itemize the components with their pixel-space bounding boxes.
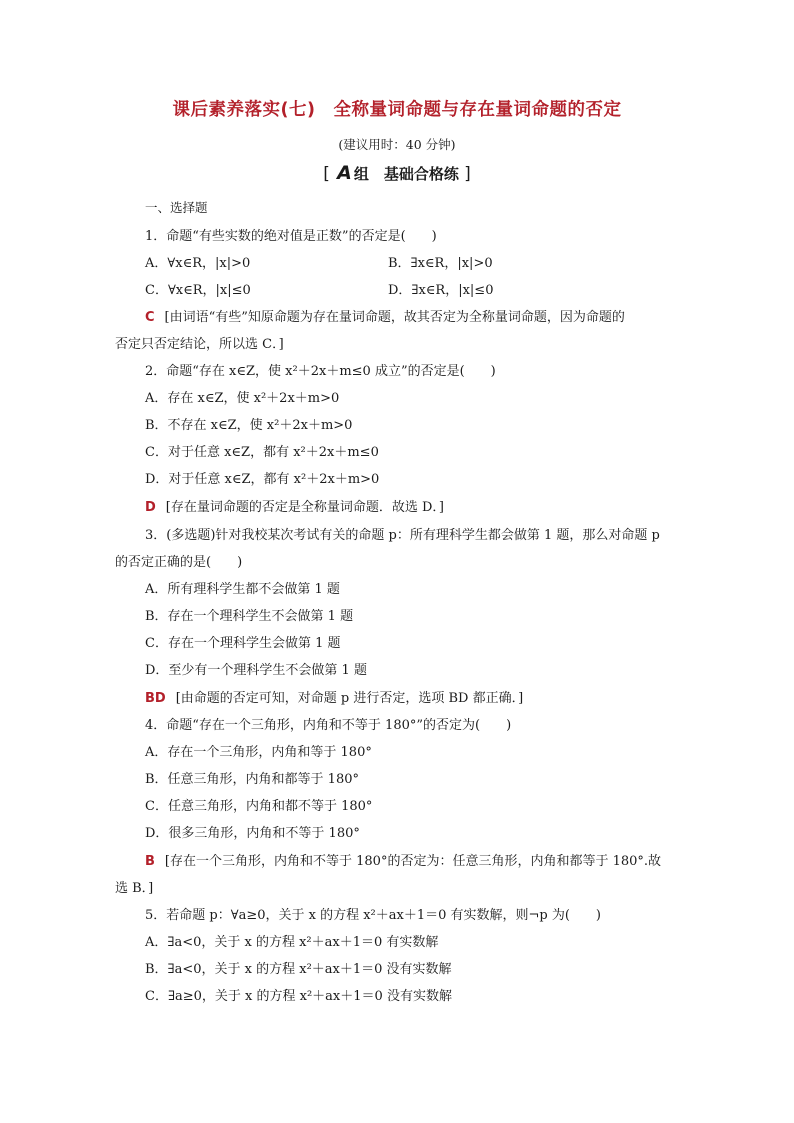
- q2-stem: 2．命题“存在 x∈Z，使 x²＋2x＋m≤0 成立”的否定是( ): [145, 364, 496, 379]
- q1-explanation-cont: 否定只否定结论，所以选 C．]: [115, 337, 284, 352]
- q4-explanation: [存在一个三角形，内角和不等于 180°的否定为：任意三角形，内角和都等于 180°.故: [164, 854, 662, 869]
- q3-stem-cont: 的否定正确的是( ): [115, 555, 243, 570]
- q4-solution: [145, 850, 661, 869]
- q1-answer: C: [145, 310, 155, 325]
- q3-stem: 3．(多选题)针对我校某次考试有关的命题 p：所有理科学生都会做第 1 题，那么对命题 p: [145, 528, 660, 543]
- section-heading: 一、选择题: [145, 200, 208, 215]
- q2-option-c: C．对于任意 x∈Z，都有 x²＋2x＋m≤0: [145, 445, 379, 460]
- q2-option-a: A．存在 x∈Z，使 x²＋2x＋m>0: [145, 391, 340, 406]
- page-title: 课后素养落实(七) 全称量词命题与存在量词命题的否定: [172, 100, 622, 120]
- q5-option-c: C．∃a≥0，关于 x 的方程 x²＋ax＋1＝0 没有实数解: [145, 989, 452, 1004]
- q1-option-c: C．∀x∈R，|x|≤0: [145, 283, 251, 298]
- q1-explanation: [由词语“有些”知原命题为存在量词命题，故其否定为全称量词命题，因为命题的: [164, 310, 625, 325]
- q2-option-d: D．对于任意 x∈Z，都有 x²＋2x＋m>0: [145, 472, 380, 487]
- q2-solution: [145, 496, 444, 515]
- q4-option-c: C．任意三角形，内角和都不等于 180°: [145, 799, 373, 814]
- q5-option-a: A．∃a<0，关于 x 的方程 x²＋ax＋1＝0 有实数解: [145, 935, 439, 950]
- group-heading: [0, 162, 794, 184]
- q4-answer: B: [145, 854, 155, 869]
- group-bracket-close: ]: [464, 164, 471, 184]
- q3-answer: BD: [145, 691, 166, 706]
- q3-option-a: A．所有理科学生都不会做第 1 题: [145, 582, 340, 597]
- q1-option-a: A．∀x∈R，|x|>0: [145, 256, 251, 271]
- q1-solution: [145, 306, 625, 325]
- q4-stem: 4．命题“存在一个三角形，内角和不等于 180°”的否定为( ): [145, 718, 512, 733]
- q5-option-b: B．∃a<0，关于 x 的方程 x²＋ax＋1＝0 没有实数解: [145, 962, 452, 977]
- q1-option-b: B．∃x∈R，|x|>0: [388, 256, 493, 271]
- q2-answer: D: [145, 500, 156, 515]
- q2-explanation: [存在量词命题的否定是全称量词命题．故选 D．]: [165, 500, 444, 515]
- q5-stem: 5．若命题 p：∀a≥0，关于 x 的方程 x²＋ax＋1＝0 有实数解，则¬p 为( ): [145, 908, 602, 923]
- group-letter: A: [337, 162, 352, 184]
- q3-explanation: [由命题的否定可知，对命题 p 进行否定，选项 BD 都正确．]: [175, 691, 524, 706]
- q1-stem: 1．命题“有些实数的绝对值是正数”的否定是( ): [145, 229, 437, 244]
- q4-option-b: B．任意三角形，内角和都等于 180°: [145, 772, 359, 787]
- group-label: 组 基础合格练: [353, 165, 459, 183]
- q3-option-d: D．至少有一个理科学生不会做第 1 题: [145, 663, 367, 678]
- group-bracket-open: [: [323, 164, 330, 184]
- time-hint: (建议用时：40 分钟): [338, 137, 456, 152]
- q4-option-d: D．很多三角形，内角和不等于 180°: [145, 826, 360, 841]
- q3-option-b: B．存在一个理科学生不会做第 1 题: [145, 609, 354, 624]
- q4-explanation-cont: 选 B．]: [115, 881, 154, 896]
- q3-option-c: C．存在一个理科学生会做第 1 题: [145, 636, 341, 651]
- q2-option-b: B．不存在 x∈Z，使 x²＋2x＋m>0: [145, 418, 353, 433]
- q4-option-a: A．存在一个三角形，内角和等于 180°: [145, 745, 372, 760]
- q3-solution: [145, 687, 523, 706]
- q1-option-d: D．∃x∈R，|x|≤0: [388, 283, 494, 298]
